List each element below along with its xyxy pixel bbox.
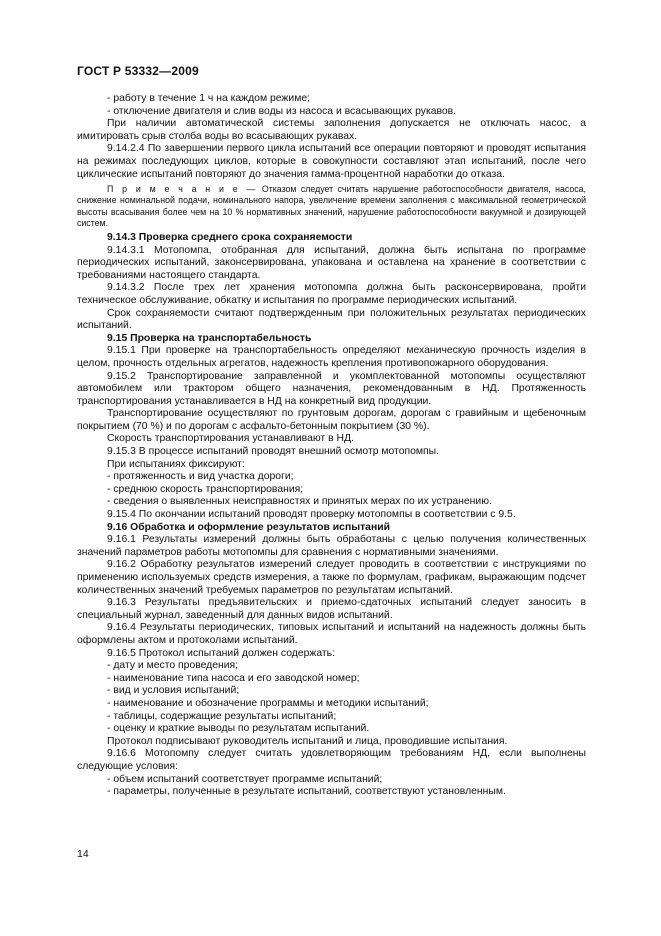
list-item: - вид и условия испытаний; bbox=[107, 685, 240, 697]
paragraph: Скорость транспортирования устанавливают в НД. bbox=[107, 433, 354, 445]
list-item: - наименование и обозначение программы и методики испытаний; bbox=[107, 697, 429, 709]
note-text: Отказом следует считать нарушение работоспособности двигателя, насоса, снижение номинальной подачи, номинального напора, увеличение времени заполнения с максимальной геометрической высоты всасывания более чем на 10 % нормативных значений, нарушение работоспособности вакуумной и дозирующей систем. bbox=[77, 184, 586, 228]
paragraph: 9.16.4 Результаты периодических, типовых испытаний и испытаний на надежность должны быть оформлены актом и протоколами испытаний. bbox=[77, 622, 586, 646]
paragraph: 9.15.2 Транспортирование заправленной и укомплектованной мотопомпы осуществляют автомобилем или трактором общего назначения, рекомендованным в НД. Протяженность транспортирования устанавливается в НД на конкретный вид продукции. bbox=[77, 370, 586, 407]
paragraph: 9.16.6 Мотопомпу следует считать удовлетворяющим требованиям НД, если выполнены следующие условия: bbox=[77, 748, 586, 772]
list-item: - оценку и краткие выводы по результатам испытаний. bbox=[107, 723, 370, 735]
paragraph: 9.14.3.1 Мотопомпа, отобранная для испытаний, должна быть испытана по программе периодических испытаний, законсервирована, упакована и оставлена на хранение в соответствии с требованиями настоящего стандарта. bbox=[77, 244, 586, 281]
list-item: - наименование типа насоса и его заводской номер; bbox=[107, 672, 360, 684]
note-label: П р и м е ч а н и е — bbox=[107, 184, 258, 195]
section-heading: 9.15 Проверка на транспортабельность bbox=[107, 332, 312, 344]
page-header: ГОСТ Р 53332—2009 bbox=[77, 64, 199, 78]
section-heading: 9.16 Обработка и оформление результатов испытаний bbox=[107, 521, 391, 533]
list-item: - сведения о выявленных неисправностях и принятых мерах по их устранению. bbox=[107, 496, 492, 508]
list-item: - дату и место проведения; bbox=[107, 660, 239, 672]
section-heading: 9.14.3 Проверка среднего срока сохраняемости bbox=[107, 231, 353, 243]
paragraph: 9.16.5 Протокол испытаний должен содержать: bbox=[107, 647, 335, 659]
document-body bbox=[77, 93, 586, 799]
list-item: - параметры, полученные в результате испытаний, соответствуют установленным. bbox=[107, 786, 506, 798]
paragraph: Транспортирование осуществляют по грунтовым дорогам, дорогам с гравийным и щебеночным покрытием (70 %) и по дорогам с асфальто-бетонным покрытием (30 %). bbox=[77, 408, 586, 432]
note bbox=[77, 184, 586, 229]
paragraph: 9.16.3 Результаты предъявительских и приемо-сдаточных испытаний следует заносить в специальный журнал, заведенный для данных видов испытаний. bbox=[77, 597, 586, 621]
paragraph: 9.15.4 По окончании испытаний проводят проверку мотопомпы в соответствии с 9.5. bbox=[107, 509, 516, 521]
list-item: - отключение двигателя и слив воды из насоса и всасывающих рукавов. bbox=[107, 105, 457, 117]
paragraph: Срок сохраняемости считают подтвержденным при положительных результатах периодических испытаний. bbox=[77, 307, 586, 332]
page-number: 14 bbox=[77, 848, 89, 860]
paragraph: 9.15.1 При проверке на транспортабельность определяют механическую прочность изделия в целом, прочность отдельных агрегатов, надежность крепления противопожарного оборудования. bbox=[77, 345, 586, 369]
paragraph: 9.15.3 В процессе испытаний проводят внешний осмотр мотопомпы. bbox=[107, 446, 440, 458]
paragraph: Протокол подписывают руководитель испытаний и лица, проводившие испытания. bbox=[107, 735, 508, 747]
list-item: - работу в течение 1 ч на каждом режиме; bbox=[107, 93, 310, 104]
paragraph: При наличии автоматической системы заполнения допускается не отключать насос, а имитировать срыв столба воды во всасывающих рукавах. bbox=[77, 118, 586, 142]
list-item: - объем испытаний соответствует программе испытаний; bbox=[107, 773, 383, 785]
list-item: - таблицы, содержащие результаты испытаний; bbox=[107, 710, 337, 722]
paragraph: 9.14.2.4 По завершении первого цикла испытаний все операции повторяют и проводят испытания на режимах последующих циклов, которые в совокупности составляют этап испытаний, после чего циклические испытаний повторяют до значения гамма-процентной наработки до отказа. bbox=[77, 143, 586, 180]
paragraph: При испытаниях фиксируют: bbox=[107, 458, 245, 470]
list-item: - протяженность и вид участка дороги; bbox=[107, 471, 294, 483]
paragraph: 9.16.1 Результаты измерений должны быть обработаны с целью получения количественных значений параметров работы мотопомпы для сравнения с нормативными значениями. bbox=[77, 534, 586, 558]
list-item: - среднюю скорость транспортирования; bbox=[107, 483, 304, 495]
paragraph: 9.16.2 Обработку результатов измерений следует проводить в соответствии с инструкциями по применению используемых средств измерения, а также по формулам, графикам, выражающим подсчет количественных значений требуемых параметров по результатам испытаний. bbox=[77, 559, 586, 596]
paragraph: 9.14.3.2 После трех лет хранения мотопомпа должна быть расконсервирована, пройти техническое обслуживание, обкатку и испытания по программе периодических испытаний. bbox=[77, 282, 586, 306]
